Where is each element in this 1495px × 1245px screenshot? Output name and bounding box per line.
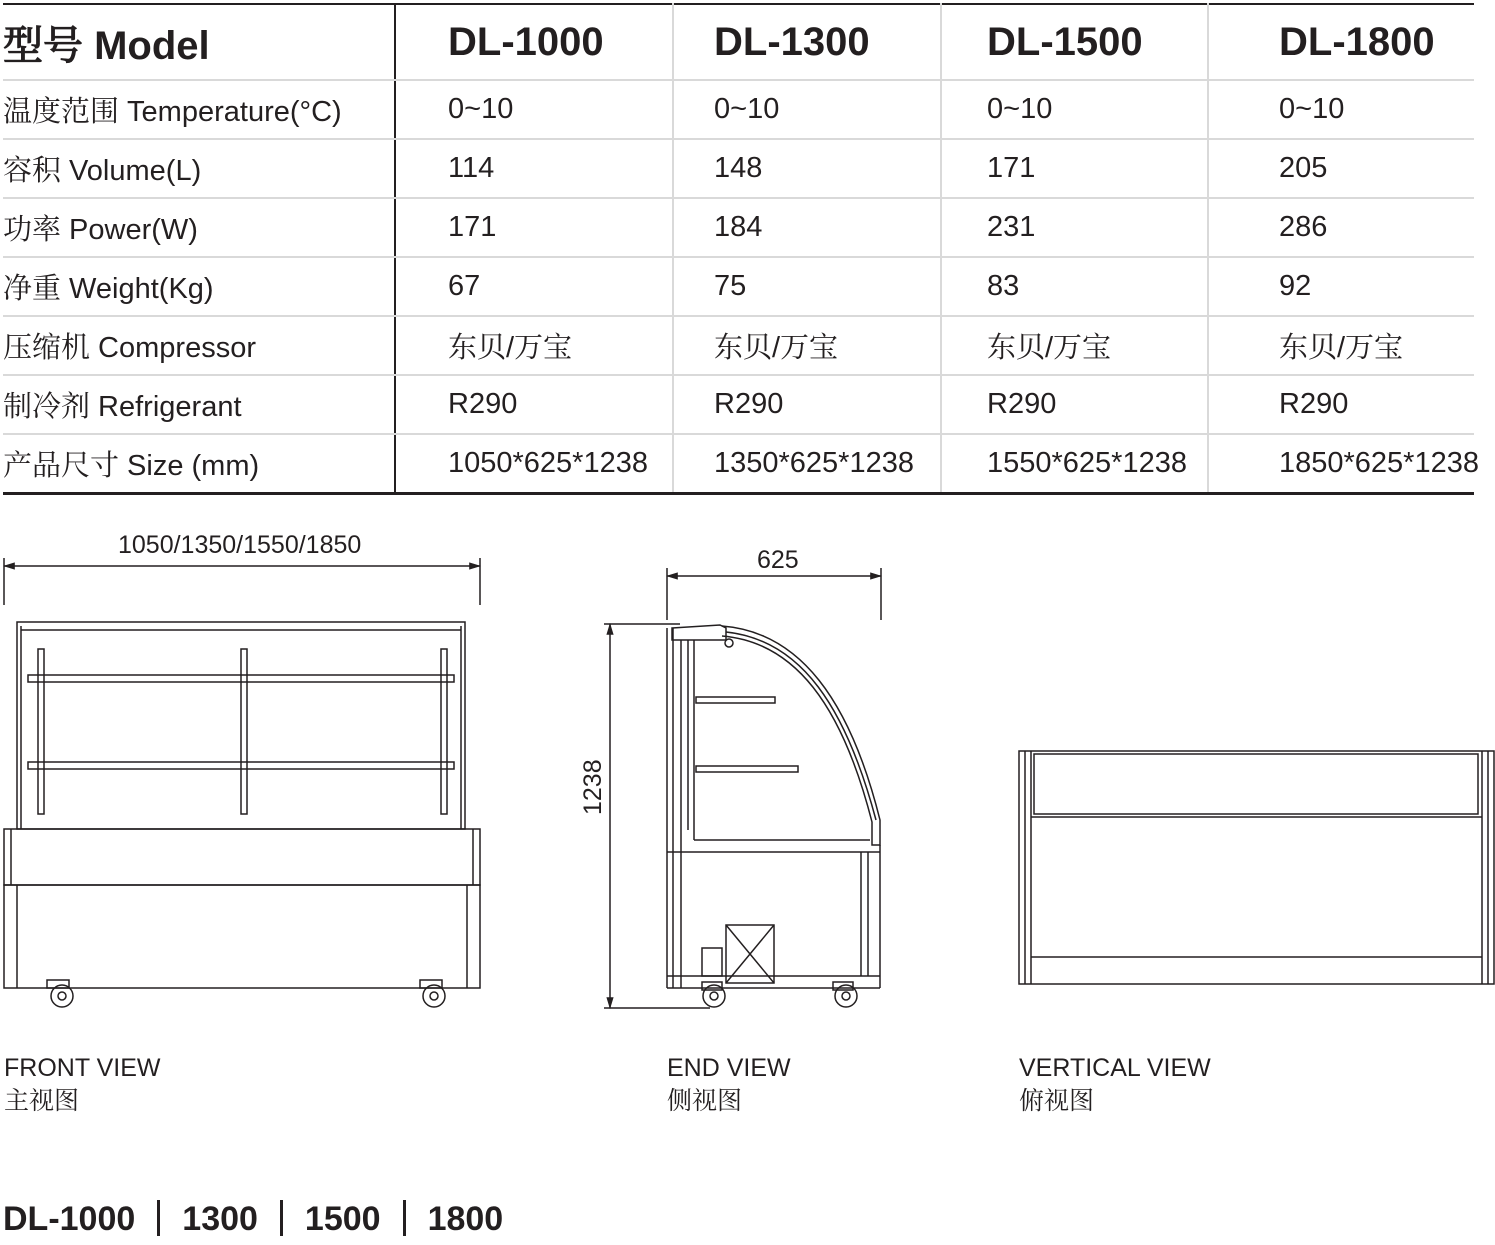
row-label: 功率 Power(W) [3, 198, 395, 257]
top-view-caption-en: VERTICAL VIEW [1019, 1054, 1211, 1082]
shelf [696, 697, 775, 703]
top-outline [1019, 751, 1494, 984]
caster-icon [702, 982, 725, 1007]
table-cell: 东贝/万宝 [395, 316, 673, 375]
model-header-label: 型号 Model [3, 4, 395, 80]
end-view-caption-cn: 侧视图 [667, 1087, 743, 1115]
caster-icon [833, 982, 857, 1007]
table-cell: 67 [395, 257, 673, 316]
end-view-caption-en: END VIEW [667, 1054, 791, 1082]
table-cell: 0~10 [941, 80, 1208, 139]
front-view-caption-en: FRONT VIEW [4, 1054, 161, 1082]
end-view-caption [667, 1052, 791, 1118]
table-cell: 东贝/万宝 [941, 316, 1208, 375]
footer-model: 1800 [427, 1200, 504, 1238]
table-cell: 205 [1208, 139, 1474, 198]
footer-model: 1500 [304, 1200, 381, 1238]
table-cell: 83 [941, 257, 1208, 316]
front-width-dimension: 1050/1350/1550/1850 [118, 531, 362, 559]
top-view-drawing [1019, 751, 1494, 984]
separator [157, 1200, 160, 1236]
model-header-dl1300: DL-1300 [673, 4, 941, 80]
shelf [696, 766, 798, 772]
separator [403, 1200, 406, 1236]
top-cap [672, 625, 726, 640]
row-label: 压缩机 Compressor [3, 316, 395, 375]
table-cell: 1550*625*1238 [941, 434, 1208, 494]
table-cell: 1850*625*1238 [1208, 434, 1474, 494]
front-view-caption-cn: 主视图 [4, 1087, 80, 1115]
front-view-caption [4, 1052, 160, 1118]
model-header-dl1500: DL-1500 [941, 4, 1208, 80]
end-depth-dimension: 625 [757, 546, 799, 574]
end-height-dimension: 1238 [579, 759, 607, 815]
table-cell: 0~10 [673, 80, 941, 139]
shelf-upright [241, 649, 247, 814]
row-label: 制冷剂 Refrigerant [3, 375, 395, 434]
table-cell: 231 [941, 198, 1208, 257]
top-glass-panel [1034, 754, 1478, 814]
table-cell: 92 [1208, 257, 1474, 316]
table-cell: R290 [941, 375, 1208, 434]
cabinet-top-band [4, 829, 480, 885]
model-series-footer [3, 1200, 503, 1239]
table-cell: 东贝/万宝 [1208, 316, 1474, 375]
caster-icon [47, 980, 73, 1007]
row-label: 产品尺寸 Size (mm) [3, 450, 260, 482]
top-view-caption [1019, 1052, 1211, 1118]
table-cell: 0~10 [1208, 80, 1474, 139]
table-cell: 171 [395, 198, 673, 257]
table-cell: 1050*625*1238 [395, 434, 673, 494]
table-cell: 0~10 [395, 80, 673, 139]
footer-model: 1300 [182, 1200, 258, 1238]
table-cell: R290 [1208, 375, 1474, 434]
top-view-caption-cn: 俯视图 [1019, 1087, 1095, 1115]
row-label: 净重 Weight(Kg) [3, 257, 395, 316]
curved-glass [722, 626, 880, 845]
row-label: 温度范围 Temperature(°C) [3, 80, 395, 139]
table-cell: 东贝/万宝 [673, 316, 941, 375]
table-cell: 171 [941, 139, 1208, 198]
table-cell: 1350*625*1238 [673, 434, 941, 494]
table-cell: 184 [673, 198, 941, 257]
end-view-drawing [604, 568, 881, 1008]
shelf-upright [441, 649, 447, 814]
table-cell: R290 [673, 375, 941, 434]
table-cell: 148 [673, 139, 941, 198]
cabinet-base [4, 885, 480, 988]
table-cell: R290 [395, 375, 673, 434]
model-header-dl1000: DL-1000 [395, 4, 673, 80]
table-cell: 75 [673, 257, 941, 316]
row-label: 容积 Volume(L) [3, 139, 395, 198]
footer-model: DL-1000 [3, 1200, 136, 1238]
shelf-upright [38, 649, 44, 814]
separator [280, 1200, 283, 1236]
front-view-drawing [4, 558, 480, 1007]
model-header-dl1800: DL-1800 [1208, 4, 1474, 80]
controller-box [702, 948, 722, 976]
caster-icon [420, 980, 445, 1007]
table-cell: 286 [1208, 198, 1474, 257]
table-cell: 114 [395, 139, 673, 198]
